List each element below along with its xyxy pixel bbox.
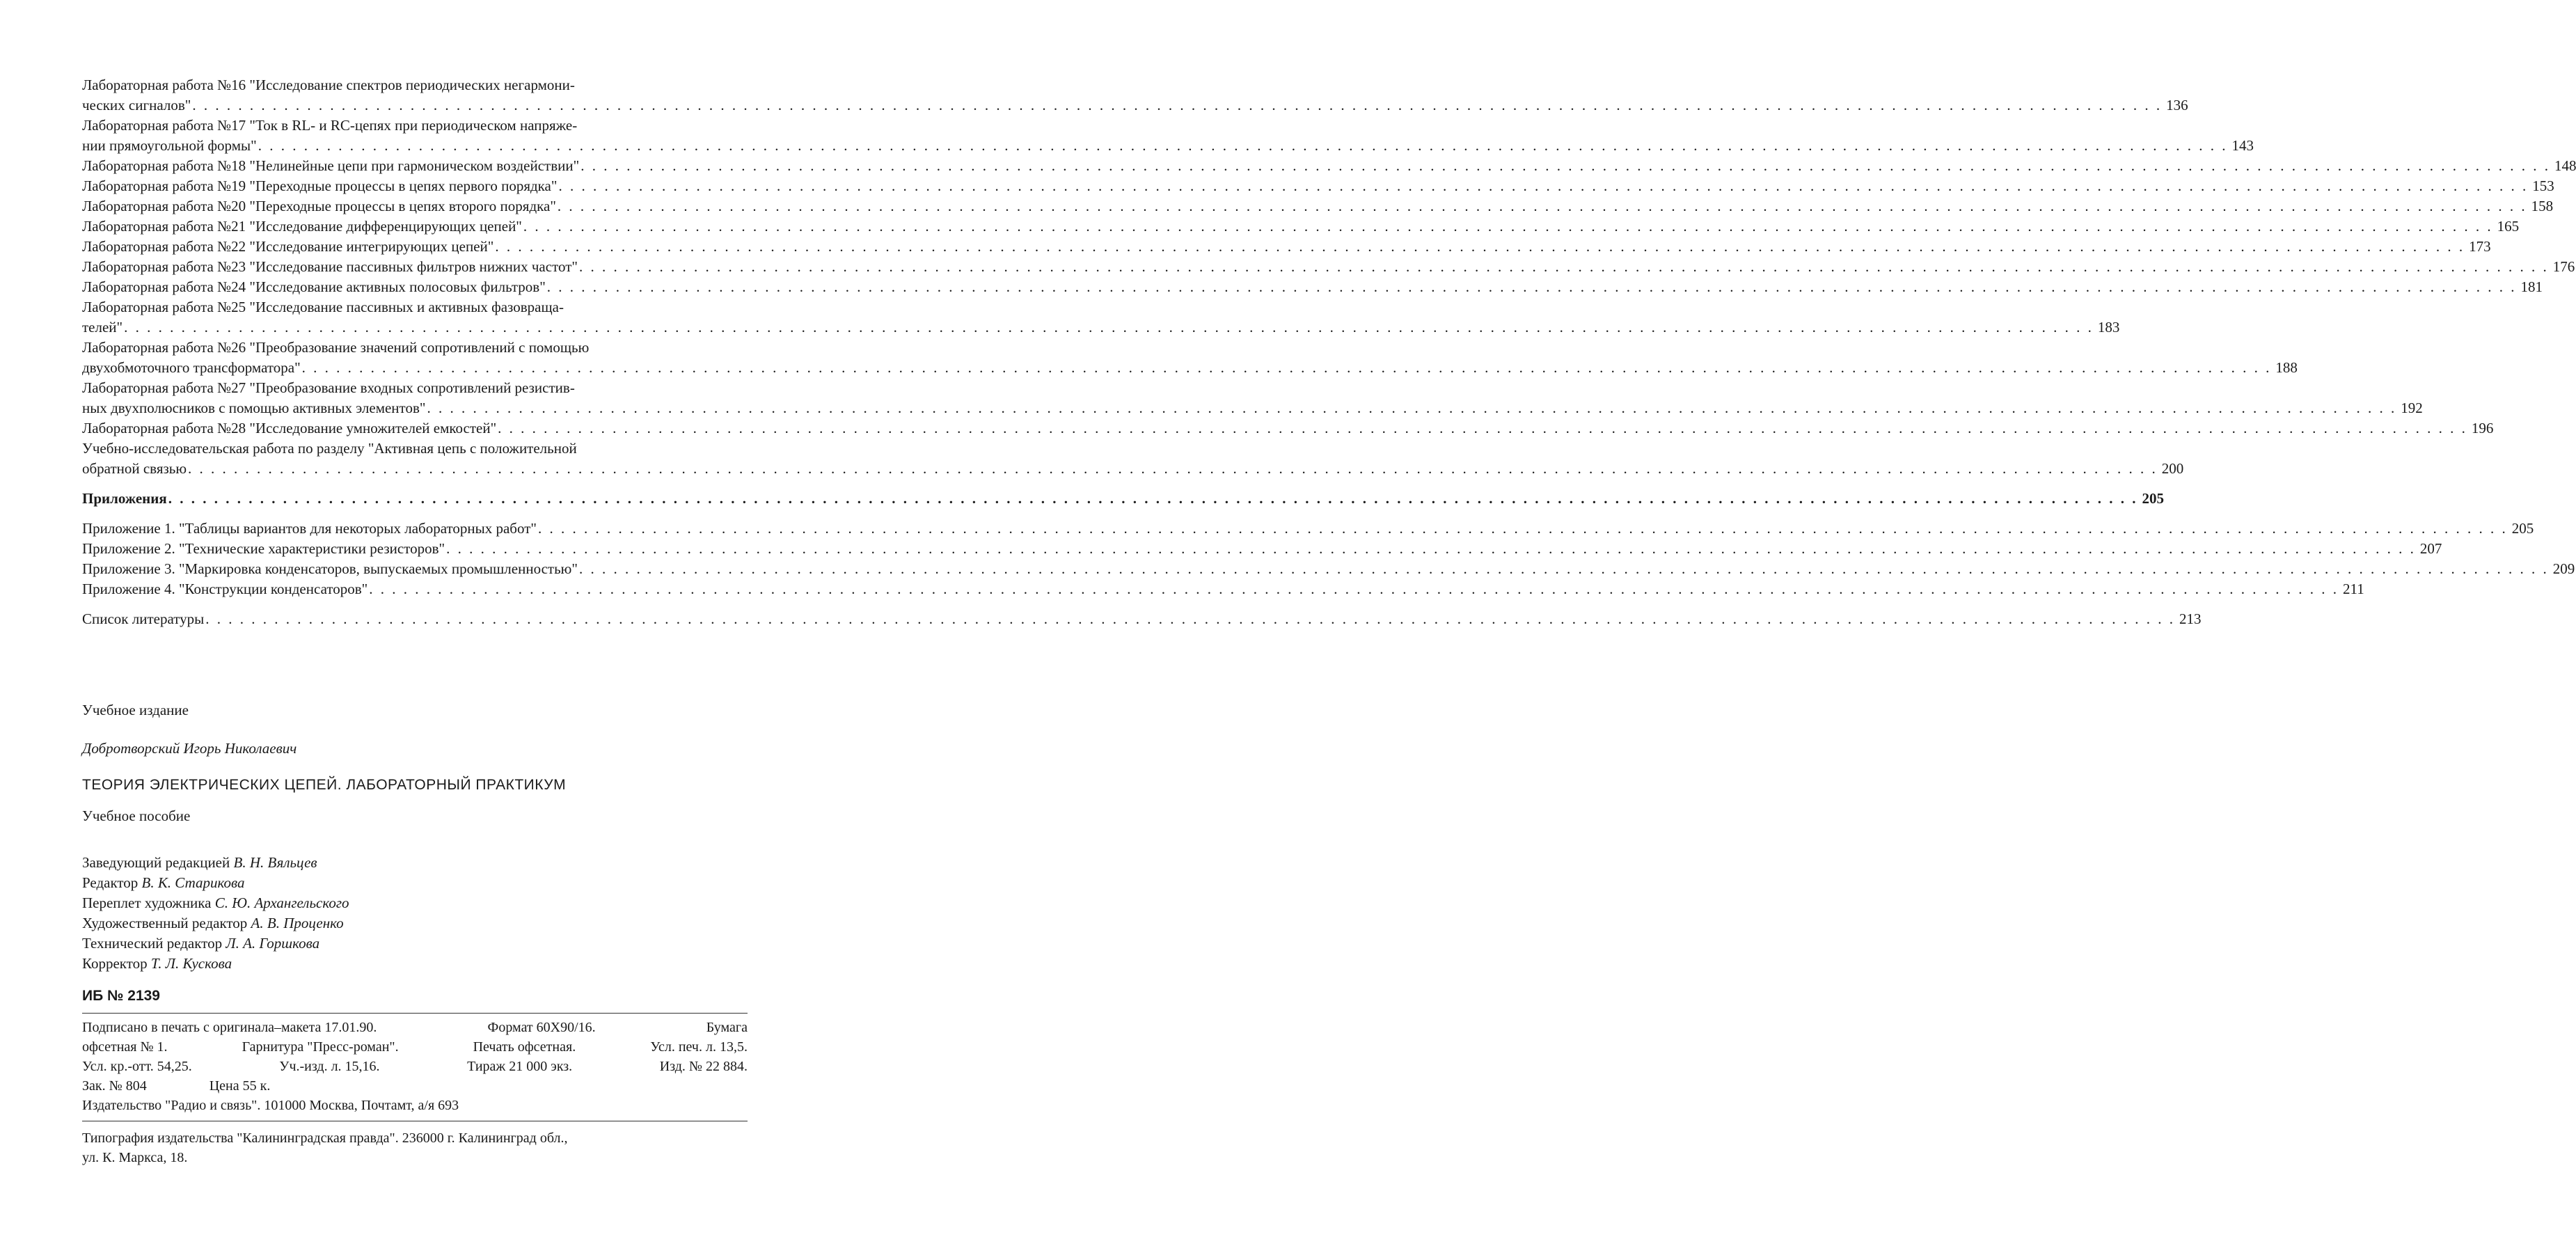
staff-row [82,873,748,893]
toc-entry-title: Лабораторная работа №20 "Переходные процессы в цепях второго порядка" [82,198,556,214]
publication-row [82,1018,748,1037]
leader-dots [258,136,2228,156]
publication-field: Издательство "Радио и связь". 101000 Москва, Почтамт, а/я 693 [82,1098,459,1113]
toc-entry [82,75,2188,116]
toc-entry-title: Лабораторная работа №17 "Ток в RL- и RC-цепях при периодическом напряже- [82,117,578,134]
toc-line [82,257,2575,277]
staff-row [82,893,748,913]
toc-line [82,176,2554,196]
publication-field: Печать офсетная. [473,1039,576,1055]
publication-field: Гарнитура "Пресс-роман". [242,1039,399,1055]
toc-page-number: 205 [2142,490,2164,507]
toc-entry [82,257,2575,277]
toc-entry-title: Лабораторная работа №26 "Преобразование значений сопротивлений с помощью [82,339,590,356]
toc-page-number: 136 [2166,97,2188,113]
appendix-entry [82,539,2442,559]
book-title: ТЕОРИЯ ЭЛЕКТРИЧЕСКИХ ЦЕПЕЙ. ЛАБОРАТОРНЫЙ ПРАКТИКУМ [82,777,567,793]
toc-page-number: 207 [2419,540,2442,557]
toc-page-number: 209 [2552,560,2575,577]
toc-line [82,95,2188,116]
toc-entry [82,277,2543,297]
toc-entry [82,196,2554,216]
staff-row [82,853,748,873]
staff-row [82,933,748,954]
toc-entry [82,116,2254,156]
staff-role: Художественный редактор [82,915,248,931]
staff-name: В. Н. Вяльцев [233,854,317,871]
printer-info [82,1121,748,1167]
toc-entry-title: Приложение 2. "Технические характеристики резисторов" [82,540,445,557]
references-entry [82,609,2202,629]
toc-line [82,459,2184,479]
toc-page-number: 181 [2520,278,2543,295]
publication-row [82,1076,748,1096]
leader-dots [580,156,2550,176]
staff-role: Редактор [82,874,139,891]
toc-page-number: 196 [2471,420,2494,436]
toc-line [82,418,2494,439]
leader-dots [558,176,2528,196]
toc-line [82,277,2543,297]
publication-row [82,1057,748,1076]
publication-field: Зак. № 804 [82,1078,147,1094]
toc-page-number: 213 [2179,610,2202,627]
toc-line [82,358,2298,378]
leader-dots [579,257,2549,277]
leader-dots [558,196,2527,216]
toc-line [82,216,2520,237]
leader-dots [446,539,2416,559]
toc-entry-title: Приложение 1. "Таблицы вариантов для некоторых лабораторных работ" [82,520,537,537]
toc-line [82,539,2442,559]
toc-line [82,136,2254,156]
leader-dots [302,358,2272,378]
staff-name: В. К. Старикова [141,874,245,891]
toc-page-number: 205 [2511,520,2534,537]
publication-field: Изд. № 22 884. [659,1059,748,1074]
toc-entry-title: Лабораторная работа №28 "Исследование умножителей емкостей" [82,420,497,436]
spacer [82,479,748,489]
book-type: Учебное пособие [82,807,191,824]
spacer [82,509,748,519]
author-name: Добротворский Игорь Николаевич [82,740,297,757]
toc-entry-title: Лабораторная работа №18 "Нелинейные цепи при гармоническом воздействии" [82,157,580,174]
toc-page [82,75,2576,629]
staff-role: Корректор [82,955,148,972]
staff-name: Л. А. Горшкова [226,935,320,952]
staff-role: Переплет художника [82,895,212,911]
toc-entry [82,176,2554,196]
toc-page-number: 200 [2161,460,2184,477]
appendices-heading [82,489,2164,509]
toc-entry-title: двухобмоточного трансформатора" [82,359,301,376]
toc-line [82,489,2164,509]
toc-entry [82,237,2491,257]
staff-list [82,853,748,974]
leader-dots [538,519,2508,539]
toc-entry-title: Лабораторная работа №22 "Исследование интегрирующих цепей" [82,238,494,255]
toc-page-number: 148 [2554,157,2576,174]
publication-row [82,1037,748,1057]
appendix-entry [82,519,2534,539]
appendix-entry [82,559,2575,579]
toc-entry-title: ческих сигналов" [82,97,191,113]
spacer [82,599,748,609]
toc-line [82,156,2576,176]
leader-dots [192,95,2162,116]
staff-role: Технический редактор [82,935,223,952]
imprint-block [82,702,748,1167]
toc-page-number: 165 [2497,218,2520,235]
printer-line: Типография издательства "Калининградская правда". 236000 г. Калининград обл., [82,1130,568,1146]
toc-entry [82,338,2298,378]
leader-dots [188,459,2158,479]
toc-line [82,317,2120,338]
leader-dots [523,216,2493,237]
publication-field: Усл. кр.-отт. 54,25. [82,1059,192,1074]
leader-dots [547,277,2517,297]
leader-dots [495,237,2465,257]
publication-field: офсетная № 1. [82,1039,168,1055]
staff-row [82,954,748,974]
edition-label: Учебное издание [82,702,189,718]
leader-dots [427,398,2396,418]
toc-entry-title: ных двухполюсников с помощью активных элементов" [82,400,426,416]
publication-field: Усл. печ. л. 13,5. [650,1039,748,1055]
toc-entry-title: Список литературы [82,610,205,627]
leader-dots [205,609,2175,629]
staff-role: Заведующий редакцией [82,854,230,871]
publication-row [82,1096,748,1115]
staff-name: Т. Л. Кускова [150,955,232,972]
table-of-contents [82,75,2576,629]
toc-entry [82,216,2520,237]
toc-entry-title: Учебно-исследовательская работа по разделу "Активная цепь с положительной [82,440,577,457]
toc-entry-title: Приложения [82,490,167,507]
toc-page-number: 211 [2343,581,2364,597]
toc-entry-title: Лабораторная работа №25 "Исследование пассивных и активных фазовраща- [82,299,564,315]
printer-line: ул. К. Маркса, 18. [82,1150,188,1165]
toc-entry [82,418,2494,439]
toc-entry-title: Лабораторная работа №21 "Исследование дифференцирующих цепей" [82,218,522,235]
toc-entry [82,156,2576,176]
toc-entry-title: Лабораторная работа №27 "Преобразование входных сопротивлений резистив- [82,379,575,396]
leader-dots [369,579,2339,599]
toc-entry-title: Лабораторная работа №23 "Исследование пассивных фильтров нижних частот" [82,258,578,275]
publication-field: Цена 55 к. [209,1078,271,1094]
ib-number: ИБ № 2139 [82,988,160,1004]
toc-page-number: 173 [2469,238,2491,255]
toc-entry-title: телей" [82,319,123,336]
toc-page-number: 153 [2532,178,2554,194]
toc-page-number: 192 [2401,400,2423,416]
publication-field: Формат 60Х90/16. [487,1020,596,1035]
leader-dots [124,317,2094,338]
leader-dots [168,489,2138,509]
toc-entry-title: нии прямоугольной формы" [82,137,257,154]
toc-page-number: 188 [2275,359,2298,376]
toc-page-number: 176 [2552,258,2575,275]
leader-dots [498,418,2467,439]
publication-field: Бумага [706,1020,748,1035]
toc-page-number: 183 [2097,319,2120,336]
toc-entry-title: Приложение 3. "Маркировка конденсаторов, выпускаемых промышленностью" [82,560,578,577]
toc-line [82,398,2423,418]
toc-line [82,237,2491,257]
publication-field: Уч.-изд. л. 15,16. [279,1059,380,1074]
toc-entry-title: обратной связью [82,460,187,477]
publication-field: Подписано в печать с оригинала–макета 17.01.90. [82,1020,377,1035]
toc-entry-title: Лабораторная работа №19 "Переходные процессы в цепях первого порядка" [82,178,558,194]
toc-entry-title: Приложение 4. "Конструкции конденсаторов" [82,581,368,597]
toc-page-number: 158 [2531,198,2554,214]
toc-entry [82,439,2184,479]
toc-line [82,559,2575,579]
toc-line [82,196,2554,216]
appendix-entry [82,579,2364,599]
publication-data [82,1014,748,1121]
toc-line [82,579,2364,599]
staff-name: С. Ю. Архангельского [214,895,349,911]
toc-entry [82,378,2423,418]
toc-entry-title: Лабораторная работа №16 "Исследование спектров периодических негармони- [82,77,575,93]
staff-name: А. В. Проценко [251,915,344,931]
toc-entry [82,297,2120,338]
toc-line [82,609,2202,629]
toc-page-number: 143 [2231,137,2254,154]
publication-field: Тираж 21 000 экз. [467,1059,573,1074]
toc-line [82,519,2534,539]
toc-entry-title: Лабораторная работа №24 "Исследование активных полосовых фильтров" [82,278,546,295]
leader-dots [579,559,2549,579]
staff-row [82,913,748,933]
